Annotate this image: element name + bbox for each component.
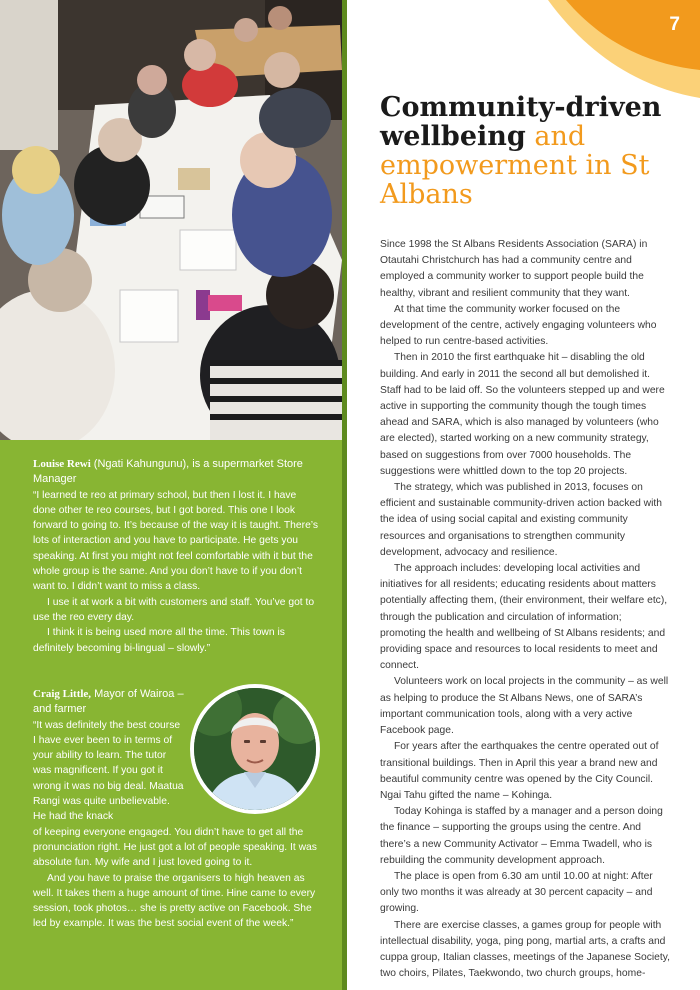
louise-name: Louise Rewi (33, 458, 91, 470)
louise-paragraph-1: “I learned te reo at primary school, but then I lost it. I have done other te reo courses, but I got bored. This one I look forward to going to. It’s because of the way it is taught. There’s lots of interaction and you have to participate. He gets you speaking. At first you might not feel comfortable with it but the whole group is the same. And you don’t have to if you don’t want to. I didn’t want to miss a class. (33, 489, 319, 593)
portrait-photo (190, 684, 320, 814)
body-paragraph: For years after the earthquakes the centre operated out of transitional buildings. Then in April this year a brand new and beautiful community centre was opened by the City Council. Ngai Tahu gifted the name – Kohinga. (380, 741, 659, 801)
body-paragraph: Volunteers work on local projects in the community – as well as helping to produce the St Albans News, one of SARA’s important communication tools, along with a very active Facebook page. (380, 676, 669, 737)
body-paragraph: Today Kohinga is staffed by a manager and a person doing the finance – supporting the groups using the centre. And there’s a new Community Activator – Emma Twadell, who is rebuilding the community development approach. (380, 806, 663, 866)
classroom-photo (0, 0, 342, 440)
title-main: Community-driven wellbeing (380, 92, 662, 152)
column-divider (342, 0, 347, 990)
body-paragraph: At that time the community worker focused on the development of the centre, actively engaging volunteers who helped to run centre-based activities. (380, 303, 657, 348)
body-paragraph: The strategy, which was published in 2013, focuses on efficient and sustainable community-driven action backed with the idea of using social capital and existing community resources and organisations to strengthen community development, advocacy and resilience. (380, 482, 662, 558)
title-accent: and empowerment in St Albans (380, 121, 650, 210)
louise-paragraph-2: I use it at work a bit with customers and staff. You’ve got to use the reo every day. (33, 596, 315, 623)
sidebar (0, 0, 342, 990)
body-paragraph: Then in 2010 the first earthquake hit – disabling the old building. And early in 2011 the second all but demolished it. Staff had to be laid off. So the volunteers stepped up and were active in supporting the community though the tough times ahead and SARA, which is also managed by volunteers (who are elected), started working on a new community strategy, based on suggestions from over 7000 households. The suggestions were whittled down to the top 20 projects. (380, 352, 665, 477)
louise-quote (33, 457, 319, 656)
article-body (380, 237, 670, 982)
body-paragraph: The place is open from 6.30 am until 10.00 at night: After only two months it was already at 30 percent capacity – and growing. (380, 870, 653, 915)
craig-role: Mayor of Wairoa – and farmer (33, 688, 184, 716)
body-paragraph: There are exercise classes, a games group for people with intellectual disability, yoga, ping pong, martial arts, a crafts and cuppa group, Italian classes, meetings of the Japanese Society, two choirs, Pilates, Taekwondo, two church groups, home- (380, 919, 671, 980)
craig-paragraph-1a: “It was definitely the best course I have ever been to in terms of your ability to learn. The tutor was magnificent. If you got it wrong it was no big deal. Maatua Rangi was quite unbelievable. He had the knack (33, 719, 184, 823)
page-number: 7 (669, 14, 680, 35)
louise-paragraph-3: I think it is being used more all the time. This town is definitely becoming bi-lingual – slowly.” (33, 627, 285, 654)
craig-paragraph-2: And you have to praise the organisers to high heaven as well. It takes them a huge amount of time. Hine came to every session, took photos… she is pretty active on Facebook. She led by example. It was the best social event of the week.” (33, 872, 316, 930)
louise-affiliation: (Ngati Kahungunu), is a supermarket Store Manager (33, 458, 303, 486)
body-paragraph: Since 1998 the St Albans Residents Association (SARA) in Otautahi Christchurch has had a community centre and employed a community worker to support people build the healthy, vibrant and resilient community that they want. (380, 239, 648, 299)
craig-name: Craig Little, (33, 688, 92, 700)
craig-paragraph-1b: of keeping everyone engaged. You didn’t have to get all the pronunciation right. He just got a lot of people speaking. It was absolute fun. My wife and I just loved going to it. (33, 826, 317, 869)
body-paragraph: The approach includes: developing local activities and initiatives for all residents; educating residents about matters potentially affecting them, (their environment, their welfare etc), through the publication and circulation of information; promoting the health and wellbeing of St Albans residents; and providing space and resources to local residents to meet and connect. (380, 563, 668, 672)
article-title (380, 93, 670, 209)
